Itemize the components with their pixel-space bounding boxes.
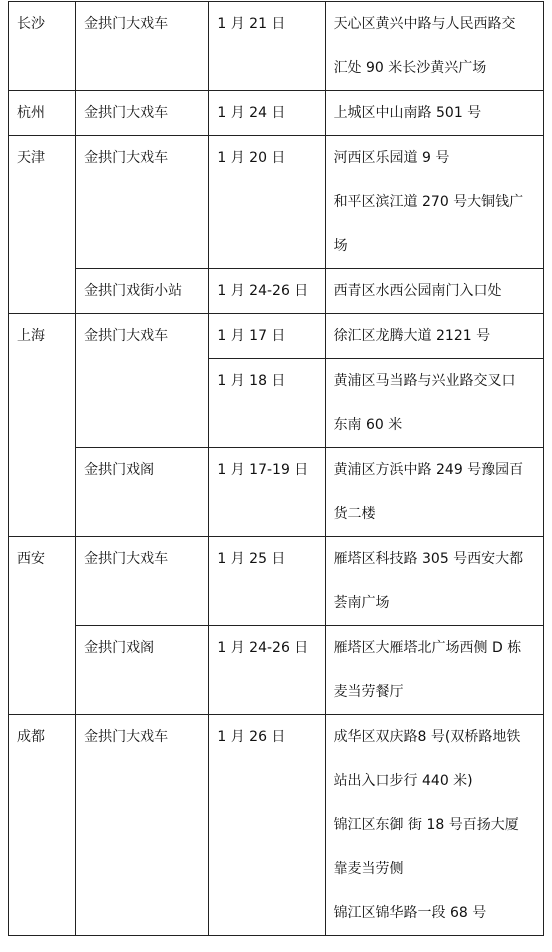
city-cell: 天津 <box>9 136 76 314</box>
table-row <box>9 626 544 715</box>
date-cell: 1 月 21 日 <box>209 2 325 91</box>
date-cell: 1 月 18 日 <box>209 359 325 448</box>
venue-cell: 金拱门大戏车 <box>76 537 209 626</box>
address-line: 成华区双庆路8 号(双桥路地铁 <box>333 729 521 745</box>
address-cell <box>325 359 543 448</box>
venue-cell: 金拱门戏阁 <box>76 626 209 715</box>
address-cell <box>325 136 543 269</box>
address-cell <box>325 2 543 91</box>
venue-cell: 金拱门戏街小站 <box>76 269 209 314</box>
table-row <box>9 136 544 269</box>
city-cell: 长沙 <box>9 2 76 91</box>
address-line: 东南 60 米 <box>333 417 403 433</box>
table-row <box>9 91 544 136</box>
city-cell: 杭州 <box>9 91 76 136</box>
address-line: 黄浦区马当路与兴业路交叉口 <box>333 373 516 389</box>
address-cell <box>325 314 543 359</box>
table-row <box>9 715 544 936</box>
city-cell: 西安 <box>9 537 76 715</box>
address-line: 徐汇区龙腾大道 2121 号 <box>333 328 491 344</box>
address-line: 货二楼 <box>333 506 376 522</box>
address-cell <box>325 626 543 715</box>
table-row <box>9 2 544 91</box>
date-cell: 1 月 24 日 <box>209 91 325 136</box>
address-cell <box>325 448 543 537</box>
date-cell: 1 月 24-26 日 <box>209 626 325 715</box>
date-cell: 1 月 17 日 <box>209 314 325 359</box>
table-row <box>9 448 544 537</box>
event-table <box>8 1 544 936</box>
venue-cell: 金拱门大戏车 <box>76 314 209 448</box>
date-cell: 1 月 25 日 <box>209 537 325 626</box>
date-cell: 1 月 26 日 <box>209 715 325 936</box>
address-cell <box>325 537 543 626</box>
city-cell: 上海 <box>9 314 76 537</box>
venue-cell: 金拱门大戏车 <box>76 91 209 136</box>
table-row <box>9 269 544 314</box>
address-line: 上城区中山南路 501 号 <box>333 105 482 121</box>
address-cell <box>325 91 543 136</box>
address-line: 麦当劳餐厅 <box>333 684 404 700</box>
address-line: 天心区黄兴中路与人民西路交 <box>333 16 516 32</box>
address-line: 河西区乐园道 9 号 <box>333 150 450 166</box>
address-line: 汇处 90 米长沙黄兴广场 <box>333 60 487 76</box>
table-row <box>9 537 544 626</box>
date-cell: 1 月 17-19 日 <box>209 448 325 537</box>
date-cell: 1 月 20 日 <box>209 136 325 269</box>
address-line: 和平区滨江道 270 号大铜钱广 <box>333 194 524 210</box>
address-line: 雁塔区科技路 305 号西安大都 <box>333 551 524 567</box>
venue-cell: 金拱门大戏车 <box>76 136 209 269</box>
address-line: 黄浦区方浜中路 249 号豫园百 <box>333 462 524 478</box>
address-line: 站出入口步行 440 米) <box>333 773 473 789</box>
address-line: 场 <box>333 238 348 254</box>
venue-cell: 金拱门大戏车 <box>76 2 209 91</box>
address-line: 荟南广场 <box>333 595 390 611</box>
address-line: 靠麦当劳侧 <box>333 861 404 877</box>
address-cell <box>325 715 543 936</box>
venue-cell: 金拱门戏阁 <box>76 448 209 537</box>
venue-cell: 金拱门大戏车 <box>76 715 209 936</box>
address-cell <box>325 269 543 314</box>
address-line: 锦江区锦华路一段 68 号 <box>333 905 487 921</box>
date-cell: 1 月 24-26 日 <box>209 269 325 314</box>
address-line: 雁塔区大雁塔北广场西侧 D 栋 <box>333 640 522 656</box>
table-row <box>9 314 544 359</box>
address-line: 西青区水西公园南门入口处 <box>333 283 502 299</box>
address-line: 锦江区东御 街 18 号百扬大厦 <box>333 817 519 833</box>
city-cell: 成都 <box>9 715 76 936</box>
